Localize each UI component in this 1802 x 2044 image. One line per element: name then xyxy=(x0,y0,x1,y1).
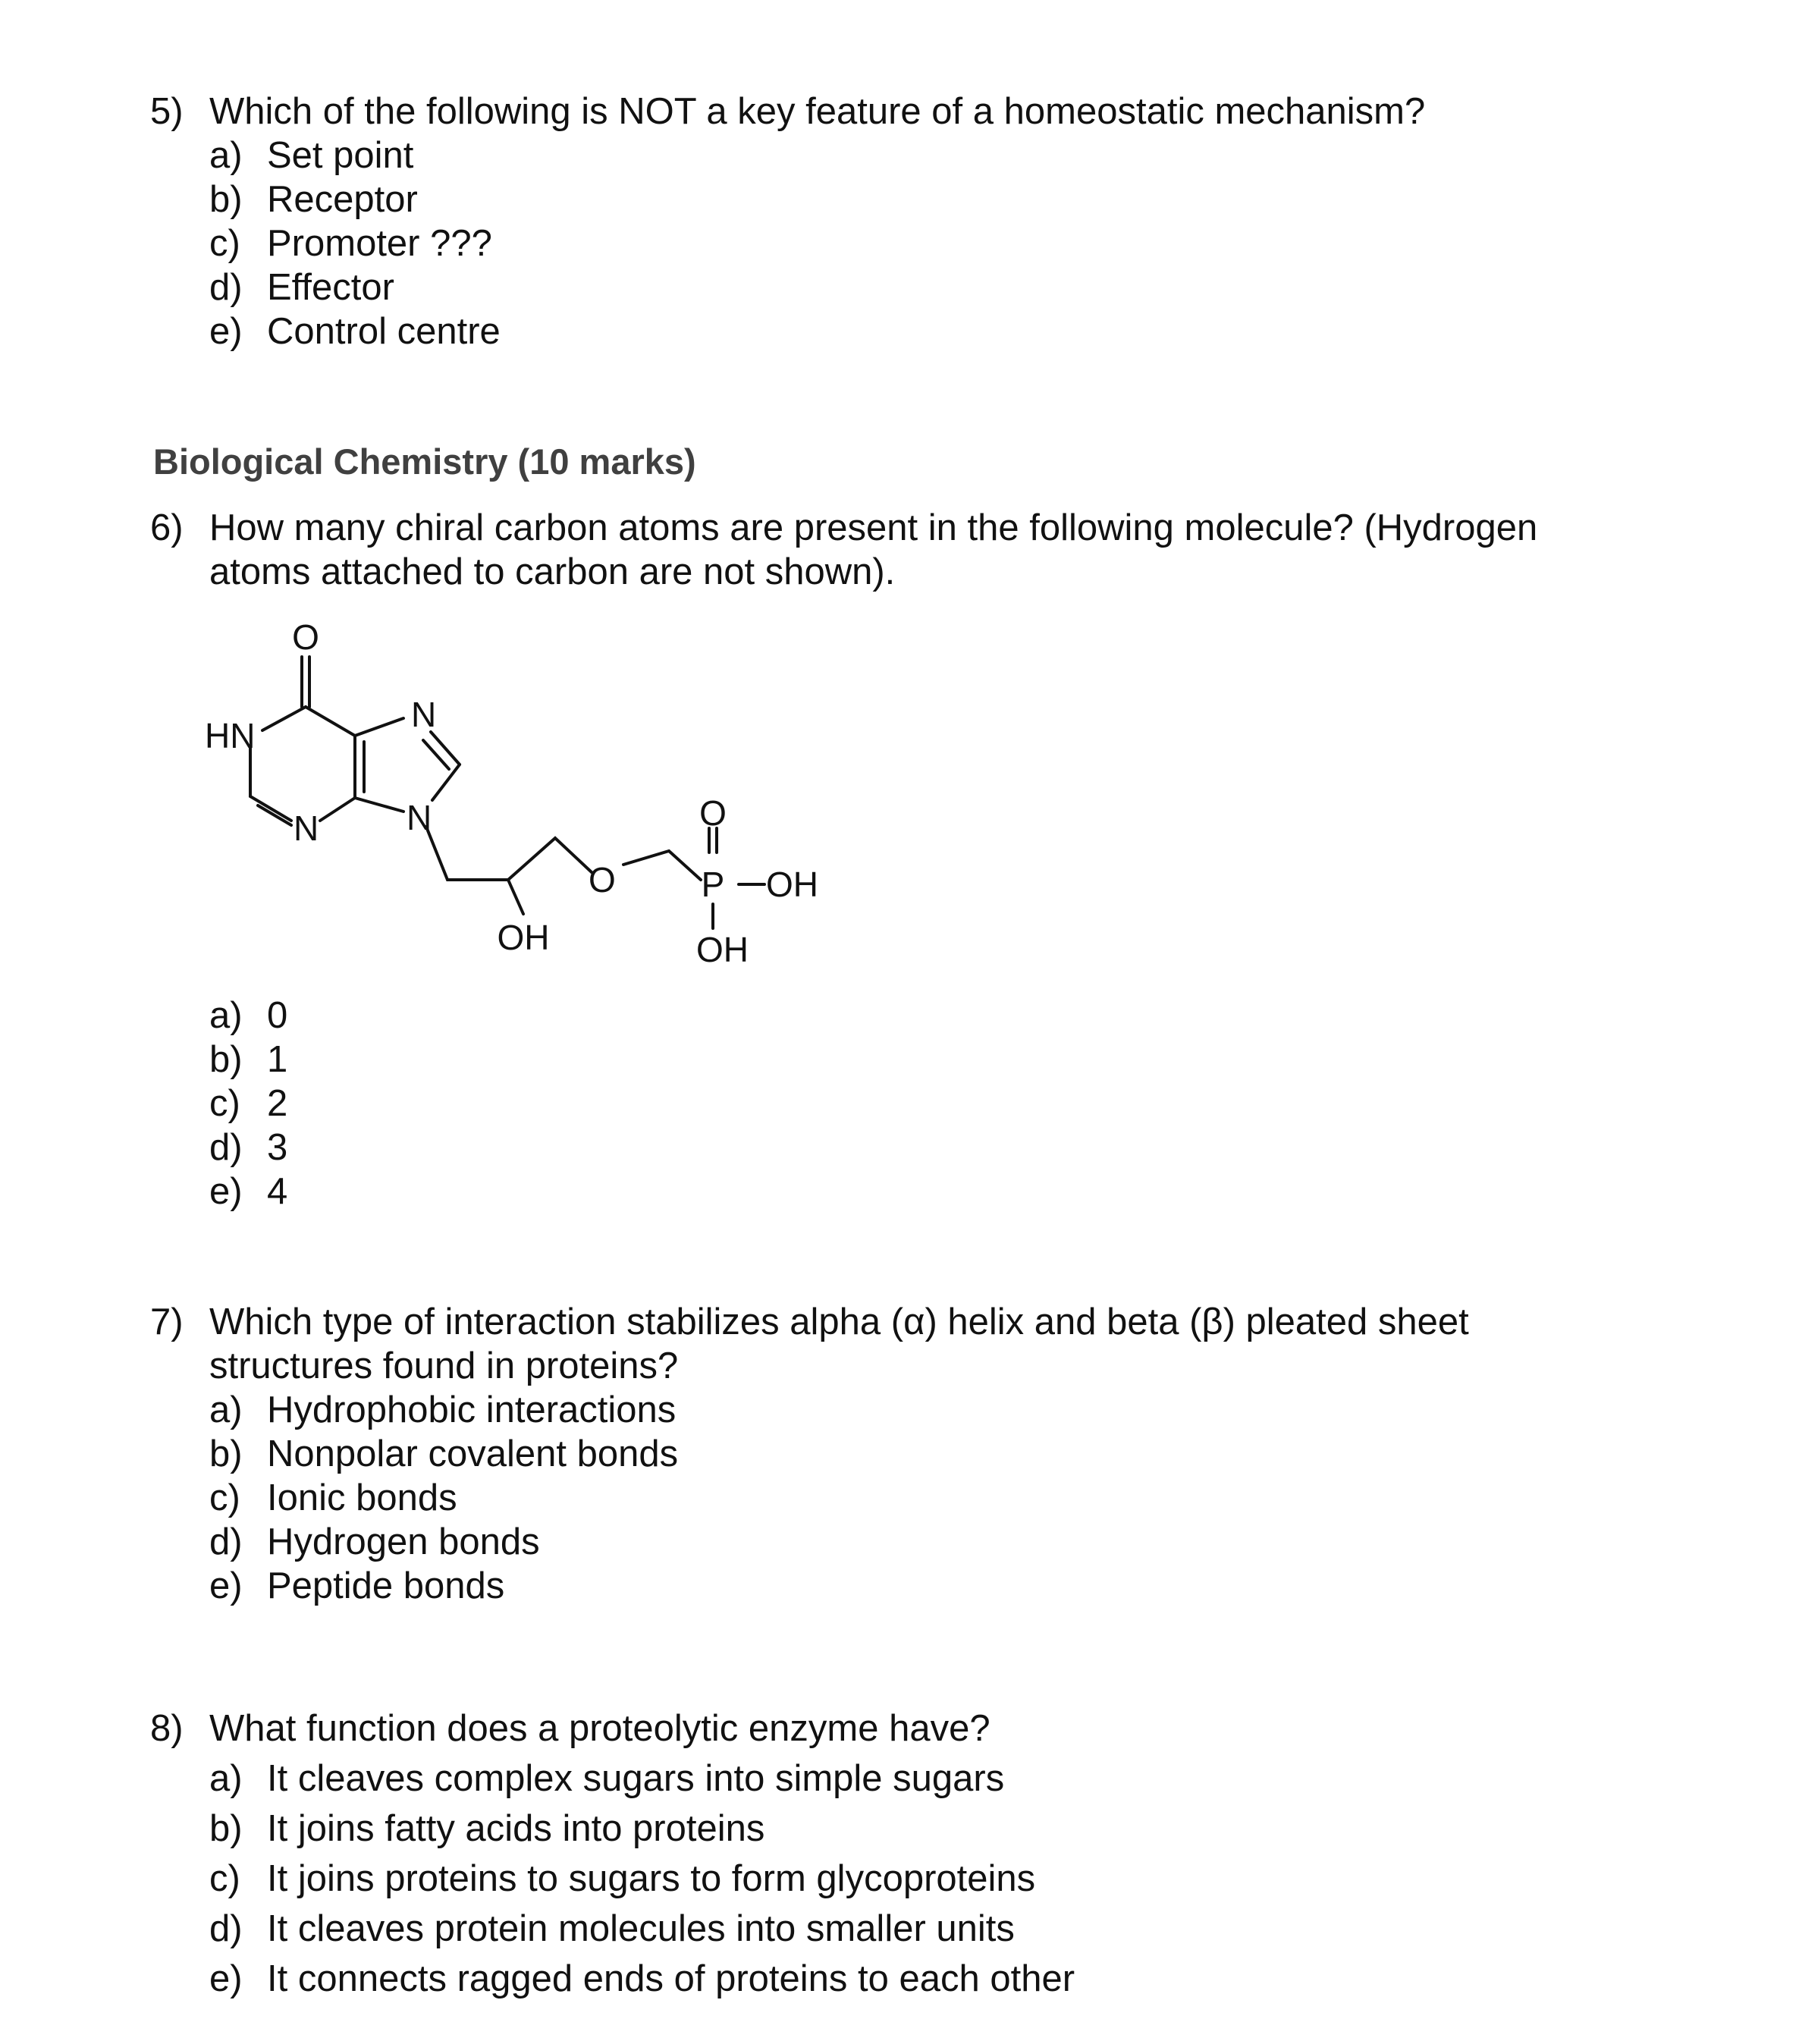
question-text: atoms attached to carbon are not shown). xyxy=(209,551,896,592)
molecule-structure xyxy=(190,607,857,978)
bond xyxy=(355,798,403,812)
atom-label: N xyxy=(407,798,432,837)
option-label: b) xyxy=(209,1808,243,1849)
option-text: Receptor xyxy=(267,179,418,220)
atom-label: O xyxy=(292,617,319,657)
bond xyxy=(306,707,355,736)
question-text: structures found in proteins? xyxy=(209,1345,679,1386)
atom-label: OH xyxy=(696,930,749,969)
question-number: 6) xyxy=(150,507,184,548)
side-chain-bonds xyxy=(426,827,592,880)
option-label: b) xyxy=(209,1433,243,1474)
bond xyxy=(355,718,403,736)
option-label: c) xyxy=(209,223,240,264)
bond xyxy=(423,740,449,769)
question-text: Which type of interaction stabilizes alpha (α) helix and beta (β) pleated sheet xyxy=(209,1301,1469,1342)
option-text: Hydrophobic interactions xyxy=(267,1389,677,1430)
option-text: It joins proteins to sugars to form glycoproteins xyxy=(267,1858,1036,1899)
option-text: It joins fatty acids into proteins xyxy=(267,1808,765,1849)
atom-label: OH xyxy=(766,865,818,904)
option-label: d) xyxy=(209,1908,243,1949)
question-text: Which of the following is NOT a key feature of a homeostatic mechanism? xyxy=(209,91,1426,132)
option-text: Set point xyxy=(267,135,414,176)
option-text: Ionic bonds xyxy=(267,1477,457,1518)
option-label: a) xyxy=(209,1389,243,1430)
question-text: What function does a proteolytic enzyme have? xyxy=(209,1708,990,1749)
question-number: 5) xyxy=(150,91,184,132)
option-text: Effector xyxy=(267,267,394,308)
option-label: e) xyxy=(209,1171,243,1212)
atom-label: P xyxy=(701,865,725,904)
section-heading: Biological Chemistry (10 marks) xyxy=(153,441,696,482)
option-label: a) xyxy=(209,1758,243,1799)
atom-label: OH xyxy=(497,918,550,957)
bond xyxy=(320,798,355,821)
question-text: How many chiral carbon atoms are present in the following molecule? (Hydrogen xyxy=(209,507,1538,548)
option-text: Control centre xyxy=(267,311,501,352)
option-text: Nonpolar covalent bonds xyxy=(267,1433,679,1474)
option-text: 4 xyxy=(267,1171,288,1212)
option-label: e) xyxy=(209,1565,243,1606)
option-label: b) xyxy=(209,179,243,220)
bond xyxy=(432,765,460,800)
option-text: It cleaves complex sugars into simple sugars xyxy=(267,1758,1005,1799)
option-text: 0 xyxy=(267,995,288,1036)
option-label: c) xyxy=(209,1858,240,1899)
option-label: e) xyxy=(209,1958,243,1999)
option-text: Peptide bonds xyxy=(267,1565,505,1606)
option-label: a) xyxy=(209,135,243,176)
atom-label: O xyxy=(699,793,727,833)
question-number: 7) xyxy=(150,1301,184,1342)
bond xyxy=(508,880,523,914)
atom-label: N xyxy=(294,808,319,848)
option-label: a) xyxy=(209,995,243,1036)
bond xyxy=(250,796,291,821)
side-chain-bonds xyxy=(623,851,701,880)
bond xyxy=(431,732,460,765)
option-label: d) xyxy=(209,1127,243,1168)
atom-label: N xyxy=(411,695,437,734)
option-text: 2 xyxy=(267,1083,288,1124)
atom-label: O xyxy=(589,860,616,900)
option-label: c) xyxy=(209,1083,240,1124)
option-text: It connects ragged ends of proteins to each other xyxy=(267,1958,1075,1999)
question-number: 8) xyxy=(150,1708,184,1749)
bond xyxy=(262,707,306,730)
option-label: d) xyxy=(209,1521,243,1562)
bond xyxy=(258,805,291,825)
option-label: d) xyxy=(209,267,243,308)
option-text: Hydrogen bonds xyxy=(267,1521,540,1562)
option-label: b) xyxy=(209,1039,243,1080)
option-text: It cleaves protein molecules into smaller units xyxy=(267,1908,1015,1949)
option-text: 1 xyxy=(267,1039,288,1080)
atom-label: HN xyxy=(205,716,256,755)
option-label: e) xyxy=(209,311,243,352)
option-text: 3 xyxy=(267,1127,288,1168)
option-label: c) xyxy=(209,1477,240,1518)
option-text: Promoter ??? xyxy=(267,223,492,264)
